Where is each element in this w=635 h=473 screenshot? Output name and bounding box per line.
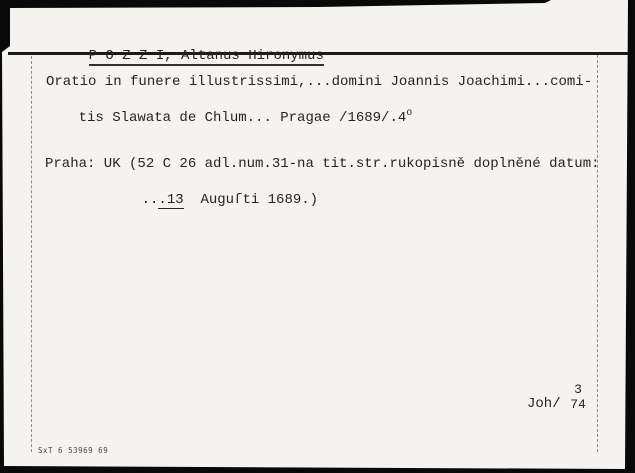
card-heading-text: P O Z Z I, Altanus Hironymus [88, 48, 324, 64]
title-line-2-text: tis Slawata de Chlum... Pragae /1689/.4 [78, 110, 407, 126]
holdings-date-rest: Auguſti 1689.) [183, 192, 319, 208]
holdings-dots: .. [141, 192, 159, 208]
left-margin-line [31, 56, 32, 452]
reference-denominator: 74 [570, 397, 586, 412]
reference-label: Joh/ [527, 396, 561, 412]
title-line-2 [45, 97, 412, 139]
holdings-date-underlined: .13 [158, 192, 184, 208]
holdings-line-2 [108, 179, 318, 223]
reference-numerator: 3 [574, 382, 582, 397]
format-superscript: o [406, 108, 413, 119]
right-margin-line [597, 55, 598, 452]
holdings-line-1: Praha: UK (52 C 26 adl.num.31-na tit.str.rukopisně doplněné datum: [45, 156, 600, 172]
title-line-1: Oratio in funere illustrissimi,...domini Joannis Joachimi...comi- [46, 74, 593, 90]
print-code: SxT 6 53969 69 [38, 446, 109, 455]
